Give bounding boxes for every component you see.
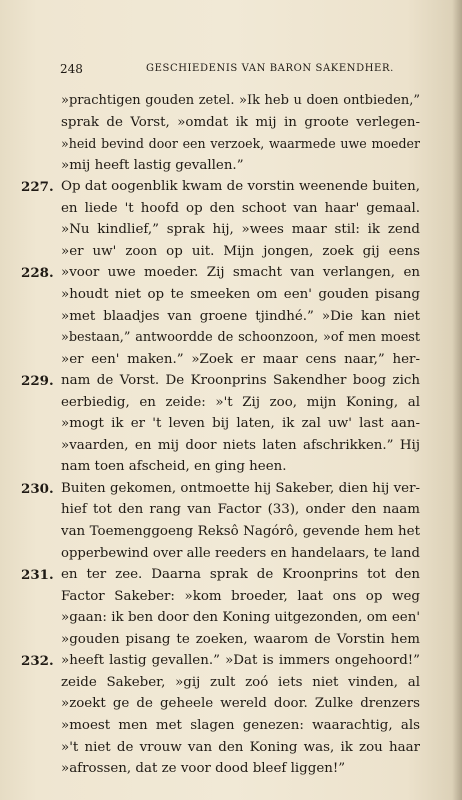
paragraph-number: 232. (21, 653, 54, 670)
text-line (0, 241, 462, 263)
line-text: »vaarden, en mij door niets laten afschrikken.” Hij (61, 437, 420, 453)
text-line (0, 306, 462, 328)
line-text: sprak de Vorst, »omdat ik mij in groote verlegen- (61, 114, 420, 130)
line-text: opperbewind over alle reeders en handelaars, te land (61, 545, 420, 561)
text-line (0, 650, 462, 672)
line-text: hief tot den rang van Factor (33), onder den naam (61, 502, 420, 518)
text-line (0, 758, 462, 780)
text-line (0, 392, 462, 414)
line-text: Factor Sakeber: »kom broeder, laat ons op weg (61, 588, 420, 604)
line-text: zeide Sakeber, »gij zult zoó iets niet vinden, al (61, 674, 420, 690)
line-text: Op dat oogenblik kwam de vorstin weenende buiten, (61, 179, 420, 195)
text-line (0, 521, 462, 543)
text-line (0, 327, 462, 349)
running-head: GESCHIEDENIS VAN BARON SAKENDHER. (146, 63, 394, 74)
text-line (0, 262, 462, 284)
text-line (0, 607, 462, 629)
line-text: »gouden pisang te zoeken, waarom de Vorstin hem (61, 631, 420, 647)
line-text: Buiten gekomen, ontmoette hij Sakeber, dien hij ver- (61, 480, 420, 496)
text-line (0, 456, 462, 478)
line-text: nam de Vorst. De Kroonprins Sakendher boog zich (61, 373, 420, 389)
text-line (0, 370, 462, 392)
line-text: »mij heeft lastig gevallen.” (61, 157, 244, 173)
page-number: 248 (60, 62, 83, 76)
text-line (0, 737, 462, 759)
text-line (0, 499, 462, 521)
line-text: eerbiedig, en zeide: »'t Zij zoo, mijn Koning, al (61, 394, 420, 410)
text-line (0, 629, 462, 651)
paragraph-number: 228. (21, 265, 54, 282)
text-line (0, 478, 462, 500)
text-line (0, 219, 462, 241)
text-line (0, 693, 462, 715)
line-text: »mogt ik er 't leven bij laten, ik zal uw' last aan- (61, 416, 420, 432)
line-text: »bestaan,” antwoordde de schoonzoon, »of men moest (61, 330, 420, 346)
line-text: »met blaadjes van groene tjindhé.” »Die kan niet (61, 308, 420, 324)
line-text: »'t niet de vrouw van den Koning was, ik zou haar (61, 739, 420, 755)
line-text: »Nu kindlief,” sprak hij, »wees maar stil: ik zend (61, 222, 420, 238)
line-text: »prachtigen gouden zetel. »Ik heb u doen ontbieden,” (61, 93, 420, 108)
line-text: »heeft lastig gevallen.” »Dat is immers ongehoord!” (61, 653, 420, 669)
text-line (0, 198, 462, 220)
line-text: »moest men met slagen genezen: waarachtig, als (61, 717, 420, 733)
text-line (0, 543, 462, 565)
page-header (60, 62, 410, 78)
text-line (0, 564, 462, 586)
text-line (0, 715, 462, 737)
line-text: »houdt niet op te smeeken om een' gouden pisang (61, 286, 420, 302)
line-text: »afrossen, dat ze voor dood bleef liggen!” (61, 761, 346, 777)
text-line (0, 349, 462, 371)
text-line (0, 284, 462, 306)
line-text: en ter zee. Daarna sprak de Kroonprins tot den (61, 567, 420, 583)
text-line (0, 413, 462, 435)
line-text: nam toen afscheid, en ging heen. (61, 459, 287, 475)
line-text: »zoekt ge de geheele wereld door. Zulke drenzers (61, 696, 420, 712)
text-line (0, 176, 462, 198)
line-text: »heid bevind door een verzoek, waarmede uwe moeder (61, 136, 420, 152)
text-line (0, 672, 462, 694)
line-text: van Toemenggoeng Reksô Nagórô, gevende hem het (61, 524, 420, 539)
text-line (0, 133, 462, 155)
line-text: en liede 't hoofd op den schoot van haar' gemaal. (61, 200, 420, 216)
text-line (0, 586, 462, 608)
line-text: »er uw' zoon op uit. Mijn jongen, zoek gij eens (61, 243, 420, 259)
paragraph-number: 231. (21, 567, 54, 584)
paragraph-number: 229. (21, 373, 54, 390)
text-line (0, 90, 462, 112)
paragraph-number: 230. (21, 480, 54, 497)
text-line (0, 112, 462, 134)
line-text: »gaan: ik ben door den Koning uitgezonden, om een' (61, 610, 420, 626)
line-text: »er een' maken.” »Zoek er maar cens naar,” her- (61, 351, 420, 367)
text-line (0, 435, 462, 457)
line-text: »voor uwe moeder. Zij smacht van verlangen, en (61, 265, 420, 281)
text-line (0, 155, 462, 177)
paragraph-number: 227. (21, 179, 54, 196)
